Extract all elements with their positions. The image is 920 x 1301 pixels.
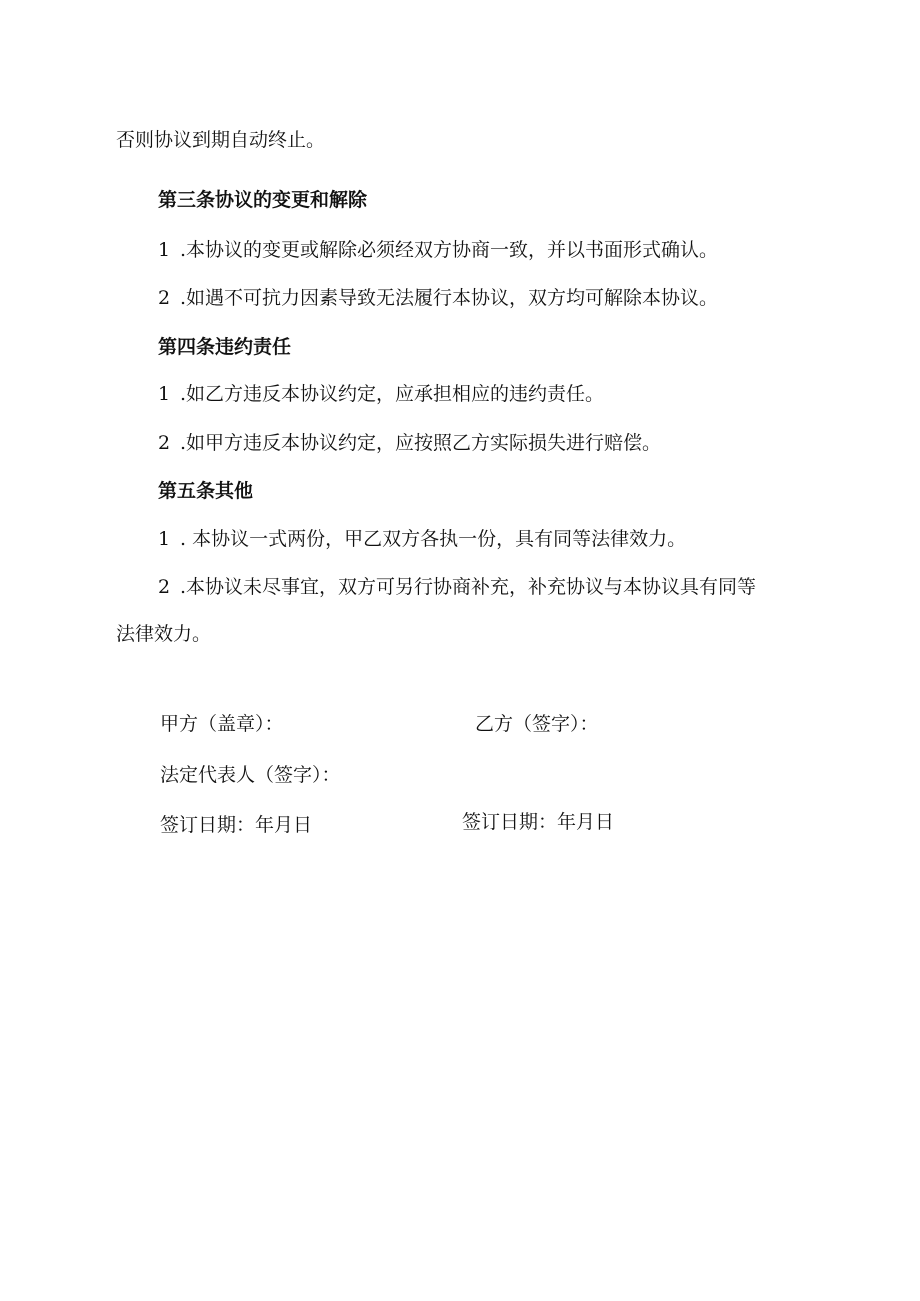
- article-5-item-2: [158, 575, 756, 599]
- item-number: 2: [158, 432, 171, 454]
- item-text: . 本协议一式两份，甲乙双方各执一份，具有同等法律效力。: [180, 528, 687, 550]
- article-3-heading: 第三条协议的变更和解除: [158, 189, 368, 211]
- article-5-item-1: [158, 527, 686, 551]
- party-b-date-label: 签订日期：年月日: [462, 811, 615, 833]
- item-number: 1: [158, 239, 171, 261]
- article-3-item-1: [158, 238, 718, 262]
- article-4-item-2: [158, 431, 661, 455]
- legal-rep-signature-label: 法定代表人（签字）：: [160, 764, 341, 786]
- article-5-item-2-continuation: 法律效力。: [116, 623, 212, 645]
- party-a-date-label: 签订日期：年月日: [160, 814, 313, 836]
- item-text: .本协议的变更或解除必须经双方协商一致，并以书面形式确认。: [180, 239, 719, 261]
- party-a-seal-label: 甲方（盖章）：: [160, 713, 284, 735]
- article-4-item-1: [158, 382, 604, 406]
- item-text: .本协议未尽事宜，双方可另行协商补充，补充协议与本协议具有同等: [180, 576, 757, 598]
- item-number: 2: [158, 576, 171, 598]
- item-number: 2: [158, 287, 171, 309]
- article-3-item-2: [158, 286, 718, 310]
- article-4-heading: 第四条违约责任: [158, 336, 292, 358]
- continuation-text: 否则协议到期自动终止。: [116, 129, 326, 151]
- item-text: .如甲方违反本协议约定，应按照乙方实际损失进行赔偿。: [180, 432, 662, 454]
- item-number: 1: [158, 528, 171, 550]
- item-text: .如遇不可抗力因素导致无法履行本协议，双方均可解除本协议。: [180, 287, 719, 309]
- item-number: 1: [158, 383, 171, 405]
- item-text: .如乙方违反本协议约定，应承担相应的违约责任。: [180, 383, 605, 405]
- article-5-heading: 第五条其他: [158, 480, 254, 502]
- party-b-signature-label: 乙方（签字）：: [475, 713, 599, 735]
